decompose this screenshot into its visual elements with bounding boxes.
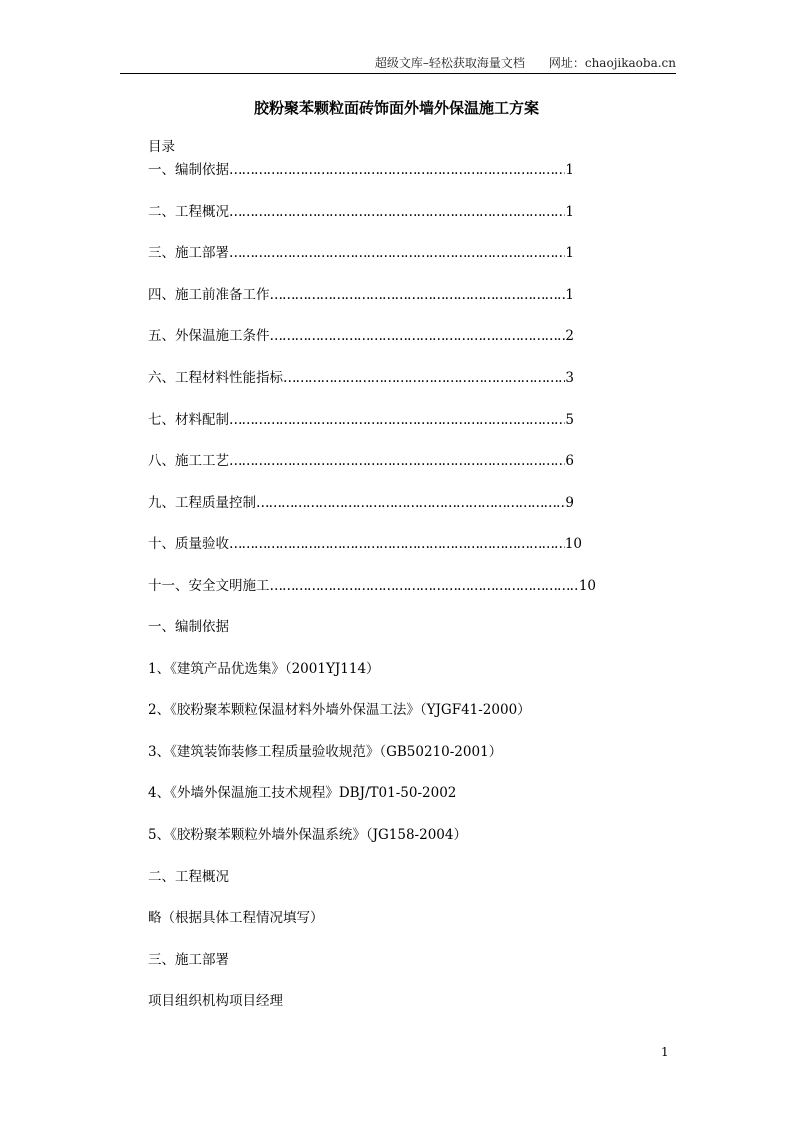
- toc-leader-dots: [283, 369, 565, 387]
- toc-leader-dots: [256, 494, 565, 512]
- toc-entry-label: 一、编制依据: [148, 162, 229, 178]
- paragraph: 5、《胶粉聚苯颗粒外墙外保温系统》（JG158-2004）: [148, 827, 467, 843]
- toc-entry[interactable]: [148, 411, 574, 429]
- toc-entry-label: 十、质量验收: [148, 536, 229, 553]
- toc-entry-label: 六、工程材料性能指标: [148, 370, 283, 386]
- section-heading: 二、工程概况: [148, 868, 229, 885]
- toc-entry[interactable]: [148, 452, 574, 470]
- toc-entry-label: 二、工程概况: [148, 203, 229, 220]
- toc-leader-dots: [229, 535, 565, 553]
- toc-entry-label: 八、施工工艺: [148, 453, 229, 470]
- toc-entry[interactable]: [148, 494, 574, 512]
- toc-leader-dots: [229, 244, 565, 262]
- toc-leader-dots: [270, 577, 579, 595]
- toc-entry-page: 5: [565, 411, 574, 428]
- toc-entry[interactable]: [148, 535, 582, 553]
- toc-entry-label: 三、施工部署: [148, 245, 229, 262]
- paragraph: 2、《胶粉聚苯颗粒保温材料外墙外保温工法》（YJGF41-2000）: [148, 702, 531, 719]
- paragraph: 3、《建筑装饰装修工程质量验收规范》（GB50210-2001）: [148, 743, 503, 760]
- toc-leader-dots: [229, 161, 565, 179]
- paragraph: 略（根据具体工程情况填写）: [148, 910, 324, 927]
- toc-entry-page: 2: [565, 328, 574, 345]
- toc-entry-label: 七、材料配制: [148, 411, 229, 428]
- toc-entry-page: 1: [565, 203, 574, 220]
- toc-entry[interactable]: [148, 577, 596, 595]
- toc-leader-dots: [229, 452, 565, 470]
- toc-entry-page: 3: [565, 370, 574, 386]
- section-heading: 三、施工部署: [148, 951, 229, 968]
- page-header: [120, 54, 676, 71]
- toc-entry-page: 1: [565, 286, 574, 303]
- page-number: 1: [661, 1045, 669, 1059]
- toc-leader-dots: [229, 203, 565, 221]
- toc-entry-page: 1: [565, 162, 574, 178]
- header-site: 超级文库–轻松获取海量文档: [374, 56, 525, 70]
- toc-leader-dots: [270, 286, 566, 304]
- toc-entry-label: 四、施工前准备工作: [148, 286, 270, 303]
- toc-entry[interactable]: [148, 161, 574, 179]
- toc-entry[interactable]: [148, 327, 574, 345]
- toc-entry[interactable]: [148, 286, 574, 304]
- header-url: 网址：chaojikaoba.cn: [548, 56, 676, 70]
- document-title: 胶粉聚苯颗粒面砖饰面外墙外保温施工方案: [253, 99, 539, 117]
- toc-entry-page: 10: [564, 536, 582, 553]
- toc-leader-dots: [270, 327, 566, 345]
- toc-entry-page: 9: [565, 494, 574, 511]
- paragraph: 4、《外墙外保温施工技术规程》DBJ/T01-50-2002: [148, 785, 457, 802]
- paragraph: 项目组织机构项目经理: [148, 993, 283, 1010]
- toc-entry-page: 6: [565, 453, 574, 470]
- toc-entry[interactable]: [148, 244, 574, 262]
- toc-leader-dots: [229, 411, 565, 429]
- toc-entry-page: 10: [578, 578, 596, 594]
- section-heading: 一、编制依据: [148, 619, 229, 635]
- header-rule: [120, 73, 676, 74]
- paragraph: 1、《建筑产品优选集》（2001YJ114）: [148, 660, 380, 677]
- toc-entry-label: 十一、安全文明施工: [148, 578, 270, 594]
- toc-entry-page: 1: [565, 245, 574, 262]
- toc-heading: 目录: [148, 139, 175, 155]
- toc-entry-label: 九、工程质量控制: [148, 494, 256, 511]
- toc-entry[interactable]: [148, 369, 574, 387]
- toc-entry-label: 五、外保温施工条件: [148, 328, 270, 345]
- toc-entry[interactable]: [148, 203, 574, 221]
